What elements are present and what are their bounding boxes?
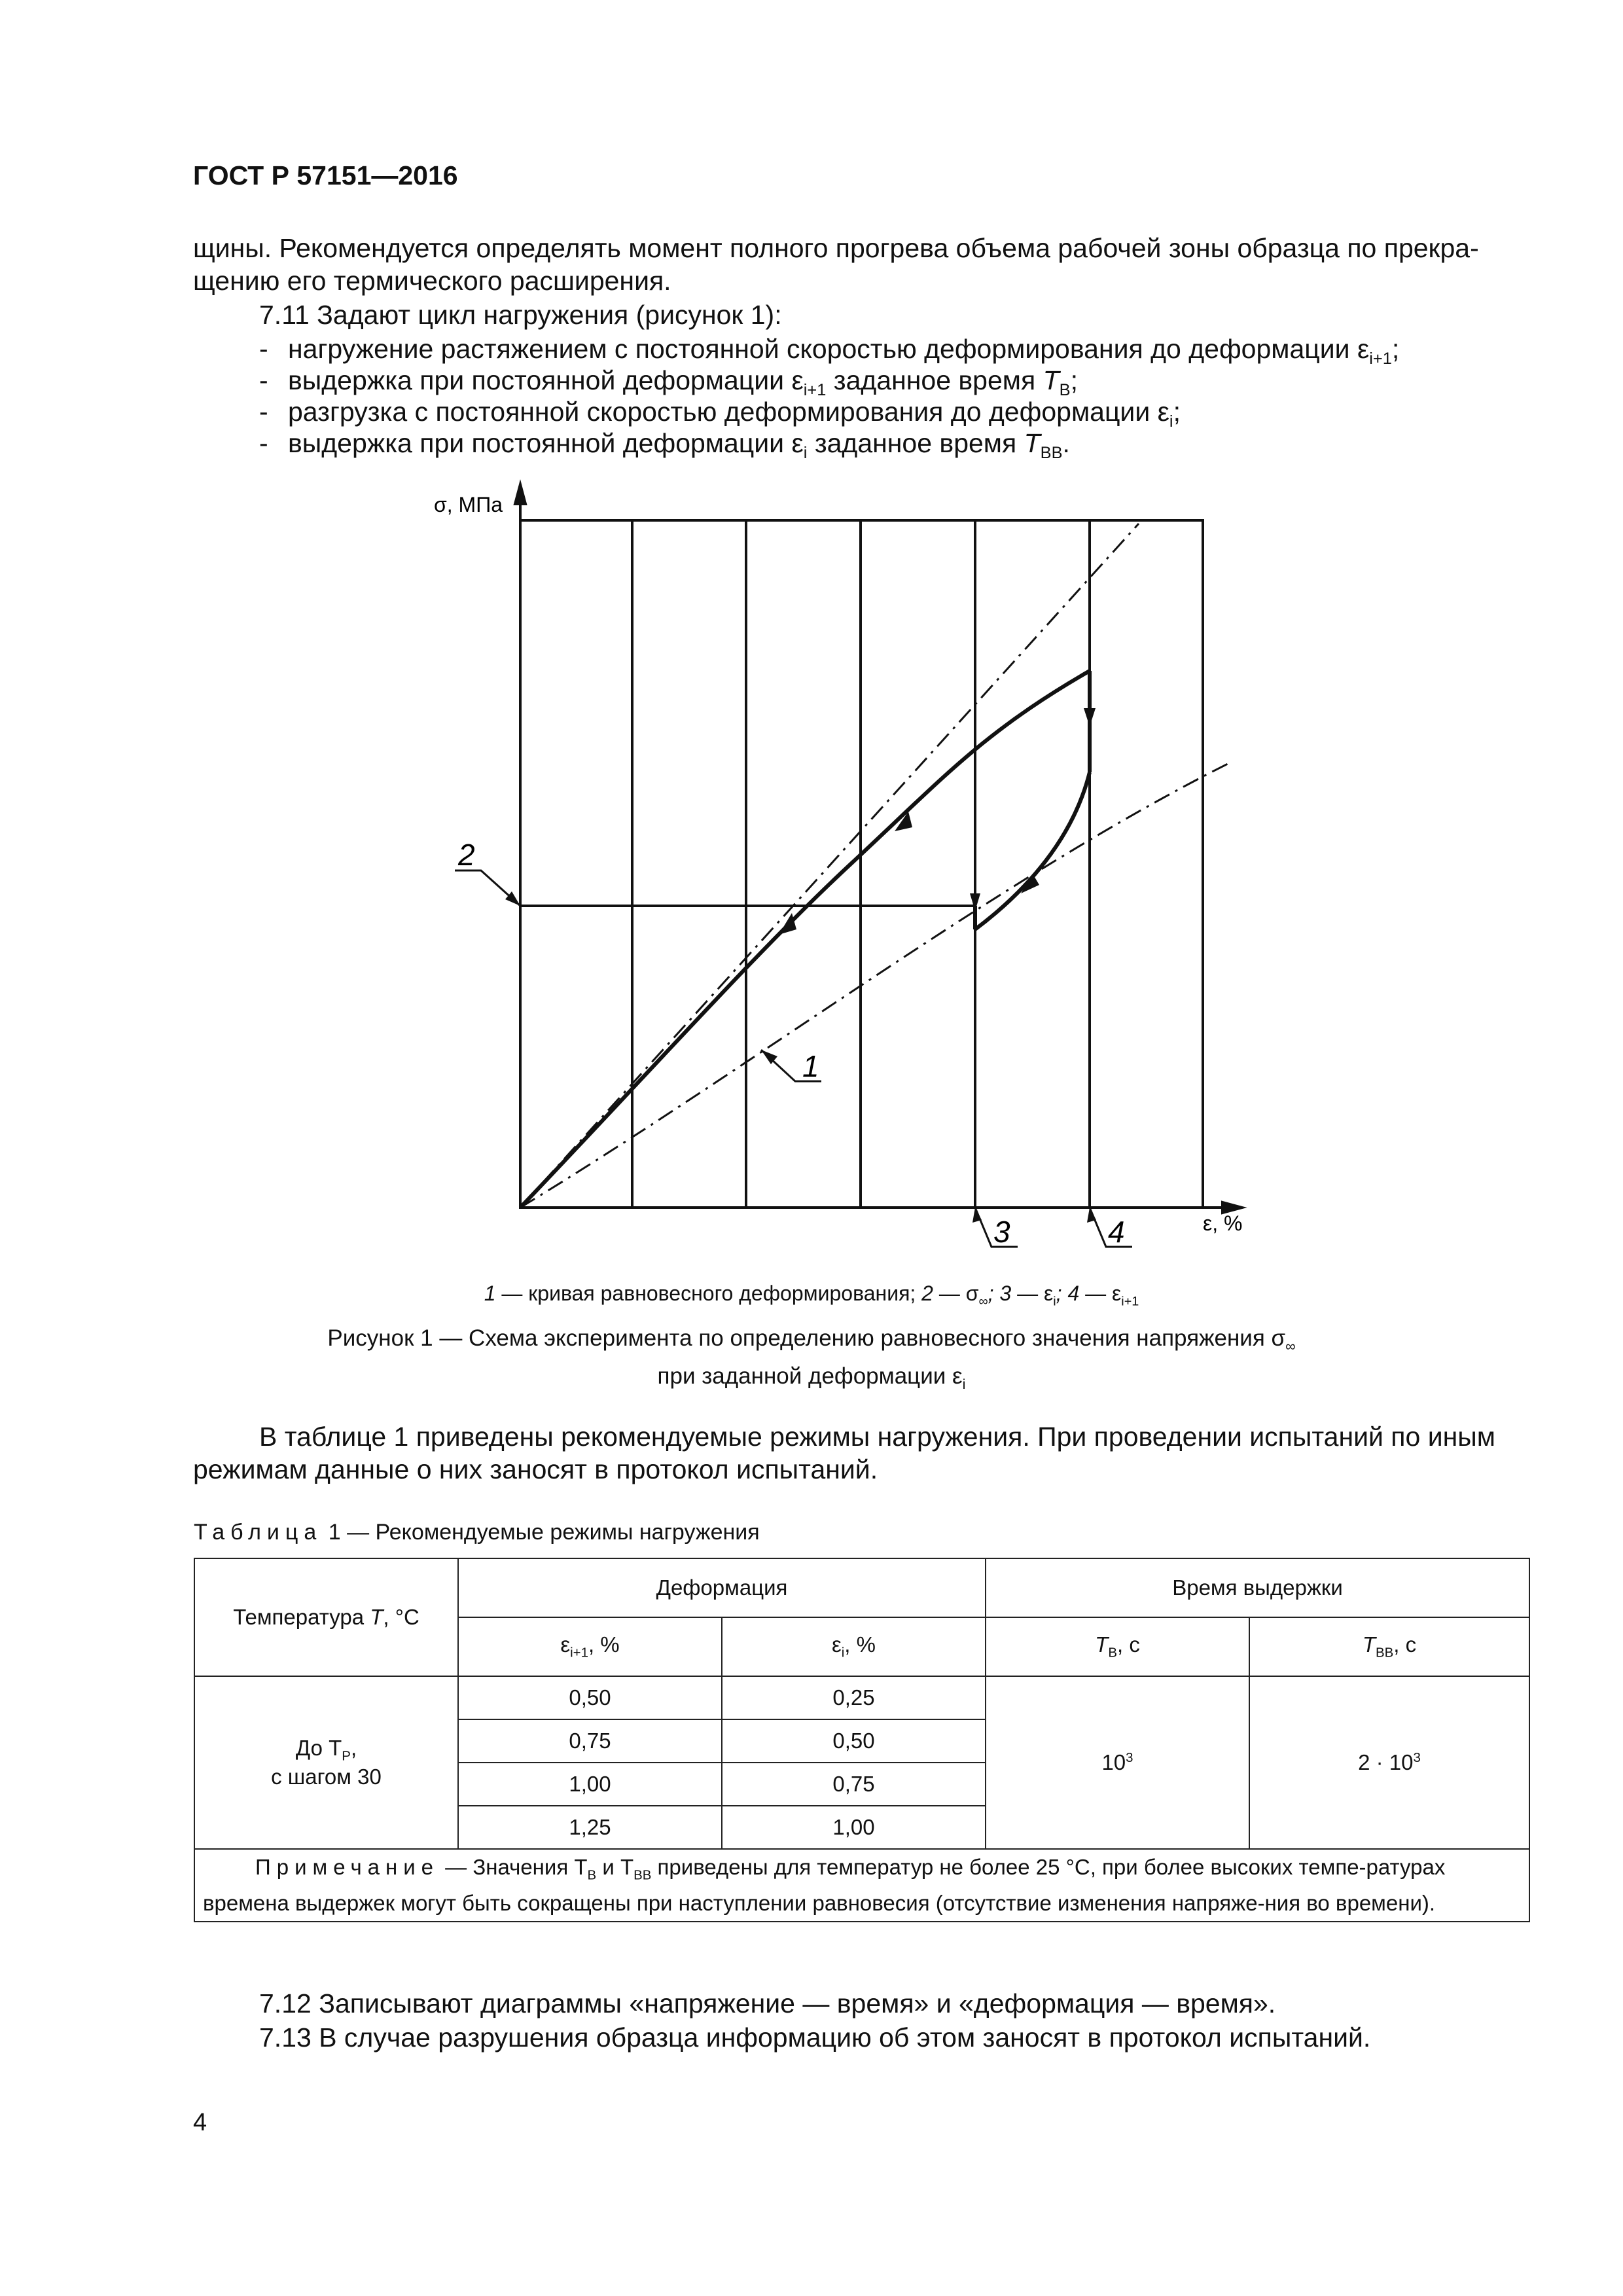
section-7-11-heading: 7.11 Задают цикл нагружения (рисунок 1): xyxy=(259,300,782,330)
figure-caption: Рисунок 1 — Схема эксперимента по определению равновесного значения напряжения $\sigma_\infty$ при заданной деформации $\varepsilon_i$ xyxy=(327,1325,1296,1392)
cell-eps-i: 1,00 xyxy=(722,1806,986,1849)
cell-eps-i: 0,25 xyxy=(722,1676,986,1719)
bullet-item: - нагружение растяжением с постоянной скоростью деформирования до деформации $\varepsilon_{i+1}$; xyxy=(259,334,1400,368)
section-7-13: 7.13 В случае разрушения образца информацию об этом заносят в протокол испытаний. xyxy=(259,2022,1371,2053)
callout-1: 1 xyxy=(802,1049,819,1083)
loading-cycle xyxy=(520,671,1090,1208)
figure-legend: 1 — кривая равновесного деформирования; 2 — $\sigma_\infty$; 3 — $\varepsilon_i$; 4 — $\varepsilon_{i+1}$ xyxy=(484,1282,1139,1309)
diagram-grid xyxy=(520,520,1203,1208)
header-hold-time: Время выдержки xyxy=(986,1558,1529,1617)
cell-eps-i1: 0,50 xyxy=(458,1676,722,1719)
x-axis-label: ε, % xyxy=(1203,1211,1243,1235)
header-eps-i: $\varepsilon_i$, % xyxy=(722,1617,986,1676)
cell-eps-i1: 0,75 xyxy=(458,1719,722,1763)
callout-4: 4 xyxy=(1108,1215,1125,1249)
y-axis-label: σ, МПа xyxy=(434,493,503,516)
table-caption: Таблица 1 — Рекомендуемые режимы нагружения xyxy=(194,1520,760,1545)
header-tvv: $T_{ВВ}$, с xyxy=(1249,1617,1529,1676)
cell-eps-i1: 1,25 xyxy=(458,1806,722,1849)
cycle-arrows xyxy=(779,708,1096,935)
cell-eps-i: 0,75 xyxy=(722,1763,986,1806)
header-temperature: Температура T, °С xyxy=(194,1558,458,1676)
callout-arrowheads xyxy=(505,891,1096,1223)
header-deformation: Деформация xyxy=(458,1558,986,1617)
cell-temperature-range: До $T_Р$, с шагом 30 xyxy=(194,1676,458,1849)
cell-tvv-value: $2 \cdot 10^3$ xyxy=(1249,1676,1529,1849)
intro-line-2: щению его термического расширения. xyxy=(193,266,671,296)
page-number: 4 xyxy=(193,2109,207,2136)
table-row xyxy=(194,1676,1529,1719)
document-header: ГОСТ Р 57151—2016 xyxy=(193,160,458,190)
equilibrium-curve xyxy=(520,762,1230,1208)
cell-eps-i1: 1,00 xyxy=(458,1763,722,1806)
figure-diagram xyxy=(0,471,1623,1283)
axes xyxy=(515,484,1242,1213)
table-intro-line-1: В таблице 1 приведены рекомендуемые режимы нагружения. При проведении испытаний по иным xyxy=(259,1422,1495,1452)
bullet-item: - разгрузка с постоянной скоростью деформирования до деформации $\varepsilon_i$; xyxy=(259,397,1181,431)
y-axis-arrow xyxy=(515,484,526,504)
table-intro-line-2: режимам данные о них заносят в протокол испытаний. xyxy=(193,1454,878,1484)
table-note: Примечание — Значения $T_В$ и $T_{ВВ}$ приведены для температур не более 25 °С, при более высоких темпе-ратурах времена выдержек могут быть сокращены при наступлении равновесия (отсутствие изменения напряже-ния во времени). xyxy=(194,1849,1529,1922)
bullet-item: - выдержка при постоянной деформации $\varepsilon_{i+1}$ заданное время $T_В$; xyxy=(259,365,1078,400)
callout-2: 2 xyxy=(458,838,475,872)
section-7-12: 7.12 Записывают диаграммы «напряжение — время» и «деформация — время». xyxy=(259,1988,1276,2018)
header-eps-i1: $\varepsilon_{i+1}$, % xyxy=(458,1617,722,1676)
intro-line-1: щины. Рекомендуется определять момент полного прогрева объема рабочей зоны образца по прекра- xyxy=(193,233,1479,263)
header-tv: $T_В$, с xyxy=(986,1617,1249,1676)
bullet-item: - выдержка при постоянной деформации $\varepsilon_i$ заданное время $T_{ВВ}$. xyxy=(259,428,1070,463)
cell-eps-i: 0,50 xyxy=(722,1719,986,1763)
callout-3: 3 xyxy=(993,1215,1010,1249)
cell-tv-value: $10^3$ xyxy=(986,1676,1249,1849)
loading-modes-table xyxy=(194,1558,1530,1922)
